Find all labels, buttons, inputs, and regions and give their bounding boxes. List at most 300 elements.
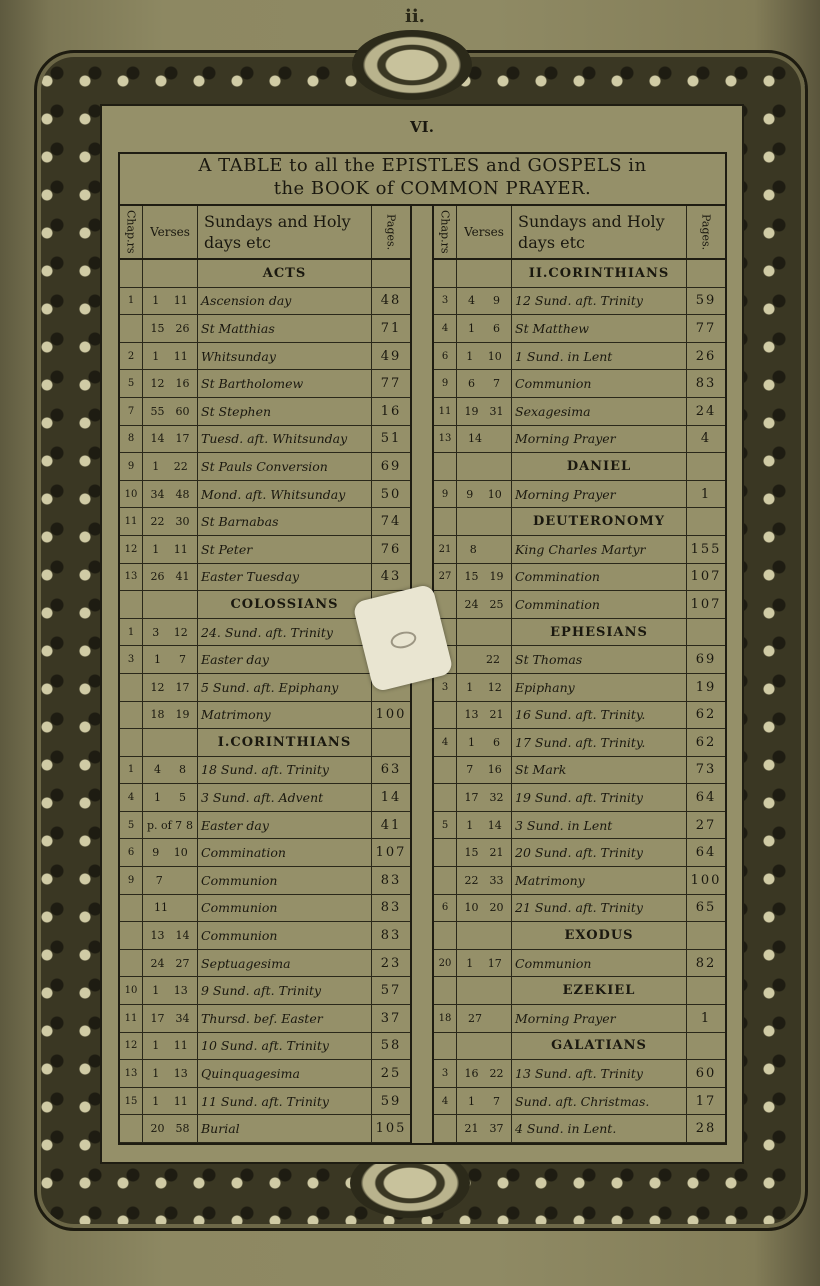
page-cell: [687, 977, 725, 1004]
table-row: [120, 370, 410, 398]
verse-end: 33: [489, 873, 504, 887]
chapter-cell: 3: [434, 1060, 457, 1087]
table-row: [434, 812, 725, 840]
table-row: [120, 757, 410, 785]
table-row: [434, 398, 725, 426]
verse-start: 1: [468, 1094, 475, 1108]
table-row: [120, 867, 410, 895]
chapter-cell: 3: [120, 646, 143, 673]
chapter-cell: 5: [120, 812, 143, 839]
verse-start: 7: [155, 873, 163, 887]
verses-cell: [457, 1033, 512, 1060]
chapter-cell: 2: [120, 343, 143, 370]
verse-start: 19: [464, 404, 479, 418]
chapter-cell: 10: [120, 977, 143, 1004]
verses-cell: [143, 536, 198, 563]
chapter-cell: [120, 315, 143, 342]
sunday-holyday-cell: Morning Prayer: [512, 481, 687, 508]
verse-start: 3: [152, 625, 160, 639]
verse-start: 9: [466, 487, 474, 501]
book-heading-row: [434, 508, 725, 536]
page-cell: 100: [375, 707, 407, 723]
table-row: [434, 370, 725, 398]
chapter-cell: 13: [434, 426, 457, 453]
page-cell: 59: [380, 1093, 402, 1109]
chapter-cell: 9: [120, 867, 143, 894]
header-sundays: Sundays and Holy days etc: [512, 206, 687, 258]
verses-cell: [457, 812, 512, 839]
verses-cell: [143, 702, 198, 729]
page-cell: 77: [695, 320, 717, 336]
table-row: [434, 426, 725, 454]
verse-end: 37: [489, 1122, 504, 1136]
verse-end: 30: [175, 515, 190, 529]
verse-start: 13: [150, 929, 165, 943]
sunday-holyday-cell: King Charles Martyr: [512, 536, 687, 563]
verse-end: 27: [175, 956, 190, 970]
verses-cell: [457, 977, 512, 1004]
verses-cell: [457, 619, 512, 646]
verse-end: 60: [175, 404, 190, 418]
table-row: [434, 1005, 725, 1033]
chapter-cell: 11: [120, 508, 143, 535]
verse-start: 8: [469, 542, 477, 556]
verse-start: 1: [468, 321, 475, 335]
chapter-cell: 4: [120, 784, 143, 811]
table-row: [120, 536, 410, 564]
verse-end: 8: [186, 818, 194, 832]
verses-cell: [457, 702, 512, 729]
verse-end: 12: [487, 680, 502, 694]
page-cell: 4: [700, 431, 712, 447]
verses-cell: [457, 315, 512, 342]
table-row: [120, 508, 410, 536]
verse-start: 1: [466, 680, 474, 694]
book-heading-row: [434, 922, 725, 950]
sunday-holyday-cell: St Matthias: [198, 315, 372, 342]
sunday-holyday-cell: 5 Sund. aft. Epiphany: [198, 674, 372, 701]
verse-end: 25: [489, 597, 504, 611]
verse-end: 8: [179, 763, 186, 777]
sunday-holyday-cell: Easter day: [198, 812, 372, 839]
verses-cell: [457, 536, 512, 563]
verse-start: 24: [150, 956, 165, 970]
verses-cell: [143, 1115, 198, 1142]
page-cell: [372, 729, 410, 756]
sunday-holyday-cell: Communion: [512, 950, 687, 977]
verses-cell: [457, 729, 512, 756]
sunday-holyday-cell: 3 Sund. aft. Advent: [198, 784, 372, 811]
chapter-cell: [434, 757, 457, 784]
page-cell: 14: [380, 790, 402, 806]
verse-end: 13: [173, 984, 188, 998]
sunday-holyday-cell: Communion: [512, 370, 687, 397]
sunday-holyday-cell: Thursd. bef. Easter: [198, 1005, 372, 1032]
chapter-cell: [120, 702, 143, 729]
table-row: [434, 481, 725, 509]
sunday-holyday-cell: Epiphany: [512, 674, 687, 701]
verse-start: 34: [150, 487, 165, 501]
sunday-holyday-cell: Septuagesima: [198, 950, 372, 977]
page-cell: 1: [700, 486, 712, 502]
table-row: [120, 977, 410, 1005]
chapter-cell: 1: [120, 757, 143, 784]
chapter-cell: 20: [434, 950, 457, 977]
verses-cell: [143, 564, 198, 591]
chapter-cell: 6: [120, 839, 143, 866]
verse-start: 15: [464, 846, 479, 860]
table-row: [434, 867, 725, 895]
chapter-cell: [434, 922, 457, 949]
table-row: [120, 481, 410, 509]
verse-start: 24: [464, 597, 479, 611]
table-row: [120, 895, 410, 923]
verses-cell: [457, 564, 512, 591]
verse-end: 21: [489, 708, 504, 722]
chapter-cell: [120, 895, 143, 922]
chapter-cell: [434, 784, 457, 811]
verse-end: 14: [175, 929, 190, 943]
sunday-holyday-cell: Easter day: [198, 646, 372, 673]
verse-end: 32: [489, 791, 504, 805]
book-heading: COLOSSIANS: [198, 591, 372, 618]
verses-cell: [143, 1088, 198, 1115]
page-cell: 105: [375, 1121, 407, 1137]
page-cell: 48: [380, 293, 402, 309]
chapter-cell: 1: [120, 619, 143, 646]
column-header-row: [120, 206, 410, 260]
verses-cell: [143, 729, 198, 756]
sunday-holyday-cell: 24. Sund. aft. Trinity: [198, 619, 372, 646]
verse-start: 1: [152, 1094, 160, 1108]
verses-cell: [143, 288, 198, 315]
table-row: [120, 1088, 410, 1116]
table-row: [434, 536, 725, 564]
verses-cell: [457, 1005, 512, 1032]
page-cell: 60: [695, 1066, 717, 1082]
verses-cell: [143, 867, 198, 894]
book-heading-row: [434, 453, 725, 481]
section-number: VI.: [410, 118, 434, 136]
sunday-holyday-cell: St Peter: [198, 536, 372, 563]
verse-end: 34: [175, 1011, 190, 1025]
chapter-cell: 13: [120, 564, 143, 591]
page-cell: 82: [695, 955, 717, 971]
book-heading-row: [120, 260, 410, 288]
sunday-holyday-cell: Tuesd. aft. Whitsunday: [198, 426, 372, 453]
sunday-holyday-cell: Morning Prayer: [512, 426, 687, 453]
sunday-holyday-cell: 20 Sund. aft. Trinity: [512, 839, 687, 866]
page-cell: 37: [380, 1010, 402, 1026]
book-heading: II.CORINTHIANS: [512, 260, 687, 287]
verse-end: 19: [175, 708, 190, 722]
table-row: [120, 398, 410, 426]
page-cell: 100: [690, 872, 722, 888]
verses-cell: [143, 812, 198, 839]
sunday-holyday-cell: St Stephen: [198, 398, 372, 425]
verse-start: 7: [466, 763, 474, 777]
verse-start: 1: [152, 1039, 160, 1053]
verses-cell: [143, 674, 198, 701]
verses-cell: [457, 784, 512, 811]
page-cell: [687, 508, 725, 535]
sunday-holyday-cell: Communion: [198, 895, 372, 922]
table-row: [434, 839, 725, 867]
chapter-cell: 3: [434, 674, 457, 701]
verse-end: 14: [487, 818, 502, 832]
table-row: [434, 895, 725, 923]
verses-cell: [143, 398, 198, 425]
table-row: [434, 288, 725, 316]
chapter-cell: [120, 950, 143, 977]
table-row: [120, 1033, 410, 1061]
verse-end: 19: [489, 570, 504, 584]
verse-end: 7: [493, 1094, 500, 1108]
verse-end: 11: [173, 1039, 188, 1053]
verse-start: 55: [150, 404, 165, 418]
page-cell: 17: [695, 1093, 717, 1109]
verses-cell: [143, 426, 198, 453]
page-cell: 107: [375, 845, 407, 861]
table-row: [434, 950, 725, 978]
page-cell: 74: [380, 514, 402, 530]
sunday-holyday-cell: Morning Prayer: [512, 1005, 687, 1032]
chapter-cell: [434, 1033, 457, 1060]
chapter-cell: [434, 260, 457, 287]
table-row: [434, 1115, 725, 1143]
verse-start: 1: [152, 294, 160, 308]
page-cell: 77: [380, 376, 402, 392]
verse-start: 1: [154, 791, 161, 805]
sunday-holyday-cell: 17 Sund. aft. Trinity.: [512, 729, 687, 756]
table-row: [434, 591, 725, 619]
page-cell: 69: [380, 458, 402, 474]
sunday-holyday-cell: 3 Sund. in Lent: [512, 812, 687, 839]
sunday-holyday-cell: 13 Sund. aft. Trinity: [512, 1060, 687, 1087]
chapter-cell: 18: [434, 1005, 457, 1032]
verse-start: 21: [464, 1122, 479, 1136]
chapter-cell: 21: [434, 536, 457, 563]
table-row: [434, 702, 725, 730]
verse-start: 11: [154, 901, 168, 915]
verse-start: 1: [466, 349, 474, 363]
sunday-holyday-cell: 9 Sund. aft. Trinity: [198, 977, 372, 1004]
table-row: [434, 564, 725, 592]
page-folio: ii.: [405, 6, 425, 27]
verses-cell: [143, 591, 198, 618]
verse-end: 48: [175, 487, 190, 501]
page-cell: 69: [695, 652, 717, 668]
page-cell: 51: [380, 431, 402, 447]
verse-start: 26: [150, 570, 165, 584]
page-cell: [687, 453, 725, 480]
page-cell: 65: [695, 900, 717, 916]
sunday-holyday-cell: 11 Sund. aft. Trinity: [198, 1088, 372, 1115]
book-heading-row: [434, 619, 725, 647]
verses-cell: [457, 288, 512, 315]
book-heading-row: [434, 1033, 725, 1061]
chapter-cell: 6: [434, 895, 457, 922]
chapter-cell: 1: [120, 288, 143, 315]
verse-start: 14: [468, 432, 482, 446]
verse-start: 15: [150, 321, 165, 335]
verse-end: 11: [173, 349, 188, 363]
table-row: [120, 922, 410, 950]
table-row: [120, 784, 410, 812]
verse-start: 12: [150, 680, 165, 694]
verse-start: 22: [464, 873, 479, 887]
verses-cell: [143, 784, 198, 811]
table-row: [120, 315, 410, 343]
verse-start: 1: [152, 984, 160, 998]
book-heading: ACTS: [198, 260, 372, 287]
verse-start: 12: [150, 377, 165, 391]
sunday-holyday-cell: Matrimony: [512, 867, 687, 894]
table-row: [120, 839, 410, 867]
sunday-holyday-cell: Commination: [198, 839, 372, 866]
verses-cell: [143, 1033, 198, 1060]
page-cell: [372, 260, 410, 287]
verse-end: 20: [489, 901, 504, 915]
book-heading-row: [434, 260, 725, 288]
verse-end: 58: [175, 1122, 190, 1136]
chapter-cell: 4: [434, 315, 457, 342]
verses-cell: [143, 950, 198, 977]
sunday-holyday-cell: Sexagesima: [512, 398, 687, 425]
chapter-cell: [120, 260, 143, 287]
chapter-cell: 11: [120, 1005, 143, 1032]
verses-cell: [457, 922, 512, 949]
verse-end: 10: [487, 349, 502, 363]
verses-cell: [457, 508, 512, 535]
verse-end: 21: [489, 846, 504, 860]
book-heading: EZEKIEL: [512, 977, 687, 1004]
page-cell: [687, 1033, 725, 1060]
page-cell: 58: [380, 1038, 402, 1054]
verses-cell: [457, 1088, 512, 1115]
cherub-ornament-top: [352, 30, 472, 100]
verse-start: 18: [150, 708, 165, 722]
page-cell: 155: [690, 541, 722, 557]
page-cell: [687, 260, 725, 287]
verses-cell: [457, 370, 512, 397]
page-cell: 43: [380, 569, 402, 585]
verses-cell: [457, 426, 512, 453]
table-row: [434, 674, 725, 702]
book-heading-row: [120, 729, 410, 757]
table-row: [120, 426, 410, 454]
chapter-cell: 10: [120, 481, 143, 508]
header-pages: Pages.: [384, 213, 398, 251]
chapter-cell: 4: [434, 729, 457, 756]
page-cell: 23: [380, 955, 402, 971]
table-row: [120, 1115, 410, 1143]
verse-end: 16: [175, 377, 190, 391]
sunday-holyday-cell: 19 Sund. aft. Trinity: [512, 784, 687, 811]
sunday-holyday-cell: Communion: [198, 922, 372, 949]
page-cell: 107: [690, 596, 722, 612]
right-column: [434, 206, 725, 1143]
chapter-cell: 13: [120, 1060, 143, 1087]
verses-cell: [143, 343, 198, 370]
chapter-cell: 12: [120, 1033, 143, 1060]
verse-end: 5: [179, 791, 186, 805]
sunday-holyday-cell: Communion: [198, 867, 372, 894]
page-cell: 28: [695, 1121, 717, 1137]
verse-start: 17: [150, 1011, 165, 1025]
chapter-cell: 5: [120, 370, 143, 397]
verses-cell: [143, 508, 198, 535]
verse-end: 16: [487, 763, 502, 777]
header-verses: Verses: [457, 206, 512, 258]
book-heading: EXODUS: [512, 922, 687, 949]
verse-start: 1: [466, 956, 474, 970]
page-cell: 62: [695, 734, 717, 750]
verse-start: 10: [464, 901, 479, 915]
sunday-holyday-cell: St Mark: [512, 757, 687, 784]
page-cell: 16: [380, 403, 402, 419]
sunday-holyday-cell: Easter Tuesday: [198, 564, 372, 591]
page-cell: 26: [695, 348, 717, 364]
verse-end: 11: [173, 542, 188, 556]
verse-end: 9: [493, 294, 500, 308]
title-line-1: A TABLE to all the EPISTLES and GOSPELS in: [198, 155, 647, 176]
page-cell: 27: [695, 817, 717, 833]
chapter-cell: 4: [434, 1088, 457, 1115]
book-heading: DANIEL: [512, 453, 687, 480]
chapter-cell: [120, 1115, 143, 1142]
verses-cell: [457, 343, 512, 370]
verses-cell: [143, 839, 198, 866]
sunday-holyday-cell: 21 Sund. aft. Trinity: [512, 895, 687, 922]
table-row: [120, 674, 410, 702]
column-header-row: [434, 206, 725, 260]
page-cell: 62: [695, 707, 717, 723]
page-cell: 19: [695, 679, 717, 695]
chapter-cell: 3: [434, 288, 457, 315]
table-row: [434, 343, 725, 371]
verses-cell: [143, 1060, 198, 1087]
page-cell: 41: [380, 817, 402, 833]
sunday-holyday-cell: St Thomas: [512, 646, 687, 673]
verses-cell: [457, 757, 512, 784]
table-title: [120, 154, 725, 206]
book-heading: GALATIANS: [512, 1033, 687, 1060]
page-cell: 76: [380, 541, 402, 557]
header-chapters: Chap.rs: [120, 206, 143, 258]
verse-start: 1: [466, 818, 474, 832]
verse-start: 27: [468, 1011, 482, 1025]
verses-cell: [457, 950, 512, 977]
table-row: [120, 1060, 410, 1088]
verse-end: 7: [179, 653, 186, 667]
header-pages: Pages.: [699, 213, 713, 251]
chapter-cell: [434, 839, 457, 866]
page-cell: [687, 922, 725, 949]
book-heading: EPHESIANS: [512, 619, 687, 646]
header-sundays: Sundays and Holy days etc: [198, 206, 372, 258]
verse-end: 7: [493, 377, 500, 391]
chapter-cell: 9: [434, 481, 457, 508]
verse-start: 17: [464, 791, 479, 805]
page-cell: 25: [380, 1066, 402, 1082]
table-row: [120, 702, 410, 730]
verses-cell: [457, 646, 512, 673]
verses-cell: [457, 591, 512, 618]
chapter-cell: 15: [120, 1088, 143, 1115]
table-row: [434, 315, 725, 343]
chapter-cell: [434, 977, 457, 1004]
